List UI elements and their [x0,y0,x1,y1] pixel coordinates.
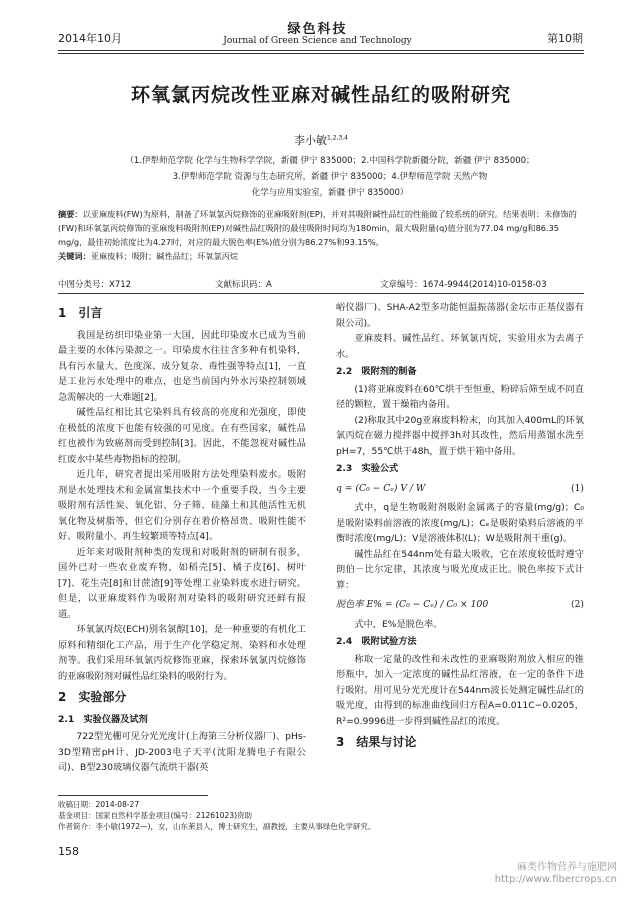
header-rule [58,50,584,51]
equation-number: (1) [570,482,584,494]
paragraph: 碱性品红相比其它染料具有较高的亮度和光强度，即使在极低的浓度下也能有较强的可见度。在有些国家，碱性品红也被作为致癌剂而受到控制[3]。因此，不能忽视对碱性品红废水中某些毒物指标的控制。 [58,407,306,465]
equation-number: (2) [570,599,584,610]
abstract-rule [58,293,584,294]
equation [336,481,584,497]
issue-date: 2014年10月 [58,32,122,45]
affiliation-line: 化学与应用实验室，新疆 伊宁 835000） [251,188,409,198]
subsection-heading: 2.3 实验公式 [336,463,399,474]
abstract-text: 以亚麻废料(FW)为原料，制备了环氧氯丙烷修饰的亚麻吸附剂(EP)，并对其吸附碱性品红的性能做了较系统的研究。结果表明：未修饰的(FW)和环氧氯丙烷修饰的亚麻废料吸附剂(EP)对碱性品红吸附的最佳吸附时间均为180min，最大吸附量(q)值分别为77.04 mg/g和86.35 mg/g，最佳初始浓度比为4.27时，对应的最大脱色率(E%)值分别为86.27%和93.15%。 [58,209,577,247]
watermark-text: 麻类作物营养与施肥网 [517,862,617,873]
affiliation-line: 3.伊犁师范学院 资源与生态研究所，新疆 伊宁 835000；4.伊犁师范学院 天然产物 [172,172,488,182]
affiliations [100,153,560,201]
section-heading: 1 引言 [58,306,103,320]
paragraph: 环氧氯丙烷(ECH)别名氯醇[10]，是一种重要的有机化工原料和精细化工产品，用于生产化学稳定剂、染料和水处理剂等。我们采用环氧氯丙烷修饰亚麻，探索环氧氯丙烷修饰的亚麻吸附剂对碱性品红染料的吸附行为。 [58,624,306,682]
paragraph: 722型光栅可见分光光度计(上海第三分析仪器厂)、pHs-3D型精密pH计、JD-2003电子天平(沈阳龙腾电子有限公司)、B型230玻璃仪器气流烘干器(英 [58,731,306,773]
fund-project: 基金项目：国家自然科学基金项目(编号：21261023)资助 [58,811,253,820]
article-title: 环氧氯丙烷改性亚麻对碱性品红的吸附研究 [130,84,511,106]
paragraph: (2)称取其中20g亚麻废料粉末，向其加入400mL的环氧氯丙烷在磁力搅拌器中搅拌3h对其改性，然后用蒸馏水洗至pH=7，55℃烘干48h，置于烘干箱中备用。 [336,414,584,457]
subsection-heading: 2.4 吸附试验方法 [336,636,417,647]
author: 李小敏$^{1,2,3,4}$ [294,134,348,147]
watermark-url: http://www.fibercrops.cn [494,874,617,885]
footnote [58,795,388,832]
equation-body: 脱色率 E% = (C₀ − Cₑ) / C₀ × 100 [336,599,489,610]
abstract-label: 摘要： [58,209,83,219]
section-heading: 2 实验部分 [58,690,127,704]
paragraph: 碱性品红在544nm处有最大吸收，它在浓度较低时遵守朗伯－比尔定律，其浓度与吸光度成正比。脱色率按下式计算： [336,548,584,591]
section-heading: 3 结果与讨论 [336,735,417,749]
paragraph: 我国是纺织印染业第一大国，因此印染废水已成为当前最主要的水体污染源之一。印染废水往往含多种有机染料，具有污水量大、色度深、成分复杂、毒性强等特点[1]，一直是工业污水处理中的难点，也是当前国内外水污染控制领域急需解决的一大难题[2]。 [58,329,306,403]
clc-number: 中图分类号：X712 [58,280,132,290]
right-column [336,300,584,757]
received-date: 收稿日期：2014-08-27 [58,800,140,809]
footnote-rule [58,795,208,796]
document-code: 文献标识码：A [215,280,272,290]
header-rule-thin [58,53,584,54]
paragraph: 峪仪器厂)、SHA-A2型多功能恒温振荡器(金坛市正基仪器有限公司)。 [336,302,584,329]
left-column [58,300,306,776]
paragraph: 式中，q是生物吸附剂吸附金属离子的容量(mg/g)；C₀是吸附染料前溶液的浓度(mg/L)；Cₑ是吸附染料后溶液的平衡时浓度(mg/L)；V是溶液体积(L)；W是吸附剂干重(g)。 [336,502,584,544]
subsection-heading: 2.2 吸附剂的制备 [336,366,417,377]
abstract [58,207,584,263]
equation-body: q = (C₀ − Cₑ) V / W [336,482,426,494]
subsection-heading: 2.1 实验仪器及试剂 [58,713,148,725]
equation [336,597,584,613]
keywords: 亚麻废料；吸附；碱性品红；环氧氯丙烷 [90,251,239,261]
author-bio: 作者简介：李小敏(1972—)，女，山东莱县人，博士研究生，副教授，主要从事绿色化学研究。 [58,822,376,831]
paragraph: 称取一定量的改性和未改性的亚麻吸附剂放入相应的锥形瓶中，加入一定浓度的碱性品红溶液，在一定的条件下进行吸附。用可见分光光度计在544nm波长处测定碱性品红的吸光度，由得到的标准曲线回归方程A=0.011C−0.0205，R²=0.9996进一步得到碱性品红的浓度。 [336,653,584,727]
journal-title-en: Journal of Green Science and Technology [223,36,412,46]
paragraph: 近年来对吸附剂种类的发现和对吸附剂的研制有很多，国外已对一些农业废弃物，如稻壳[5]、橘子皮[6]、树叶[7]、花生壳[8]和甘蔗渣[9]等处理工业染料废水进行研究。但是，以亚麻废料作为吸附剂对染料的吸附研究还鲜有报道。 [58,546,306,620]
page-number: 158 [58,845,79,858]
affiliation-line: （1.伊犁师范学院 化学与生物科学学院，新疆 伊宁 835000；2.中国科学院新疆分院，新疆 伊宁 835000； [125,156,535,166]
keywords-label: 关键词： [58,251,91,261]
journal-title-cn: 绿色科技 [287,22,348,37]
paragraph: 式中，E%是脱色率。 [354,618,443,630]
issue-number: 第10期 [547,32,583,45]
paragraph: 亚麻废料、碱性品红、环氧氯丙烷，实验用水为去离子水。 [336,333,584,360]
article-number: 文章编号：1674-9944(2014)10-0158-03 [380,280,547,290]
paragraph: (1)将亚麻废料在60℃烘干至恒重，粉碎后筛至成不同直径的颗粒，置干燥箱内备用。 [336,383,584,410]
watermark [495,862,617,886]
paragraph: 近几年，研究者提出采用吸附方法处理染料废水。吸附剂是水处理技术和金属富集技术中一个重要手段，当今主要吸附剂有活性炭、氧化铝、分子筛、硅藻土和其他活性无机氧化物及树脂等，但它们分别存在着价格昂贵、吸附性能不好、吸附量小、再生较繁琐等特点[4]。 [58,469,306,542]
